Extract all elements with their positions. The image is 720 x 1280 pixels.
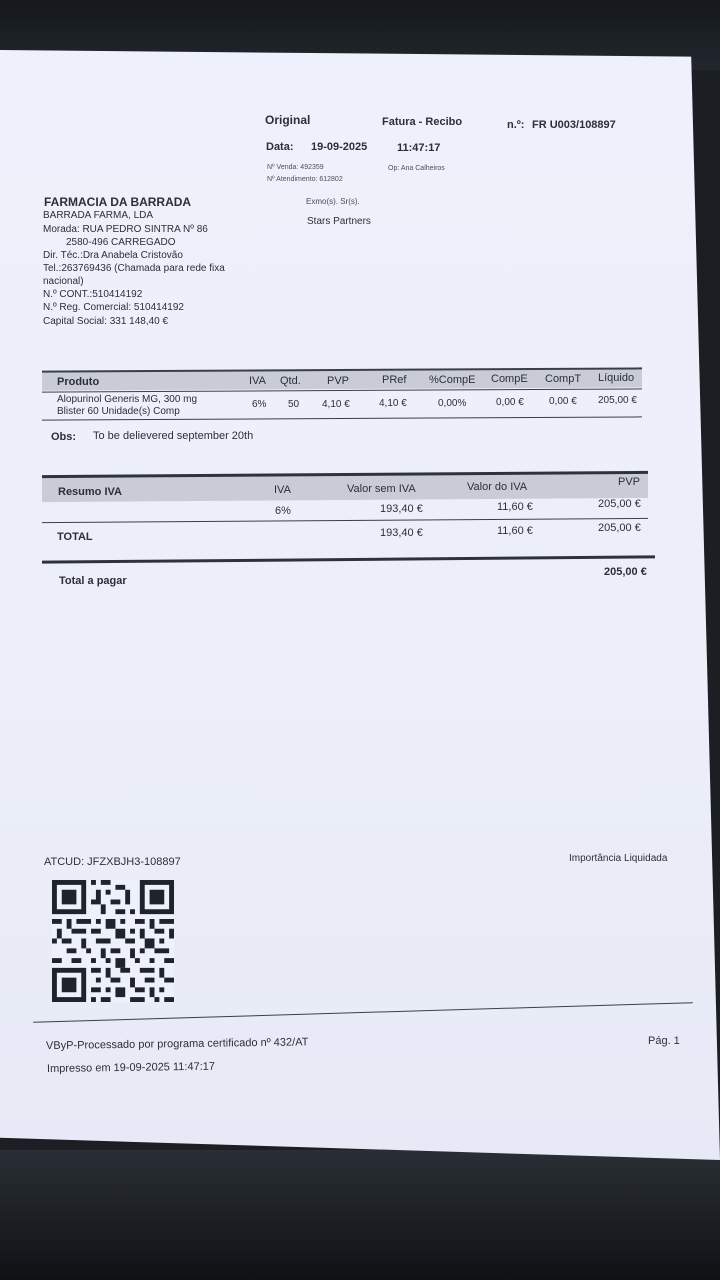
vat-total-net: 193,40 € <box>380 527 423 539</box>
col-header-pct-compe: %CompE <box>429 374 476 386</box>
service-number: Nº Atendimento: 612802 <box>267 176 343 183</box>
document-type: Fatura - Recibo <box>382 116 463 128</box>
commercial-registry: N.º Reg. Comercial: 510414192 <box>43 302 184 313</box>
vat-row-iva: 6% <box>275 505 291 517</box>
product-name-line-2: Blister 60 Unidade(s) Comp <box>57 406 180 417</box>
product-liquido: 205,00 € <box>598 395 637 406</box>
date-label: Data: <box>266 141 294 153</box>
product-qty: 50 <box>288 399 300 410</box>
product-name-line-1: Alopurinol Generis MG, 300 mg <box>57 394 198 405</box>
vat-row-pvp: 205,00 € <box>598 498 641 510</box>
col-header-liquido: Líquido <box>598 372 635 384</box>
col-header-compe: CompE <box>491 373 528 385</box>
vat-col-header-vat: Valor do IVA <box>467 481 528 493</box>
obs-text: To be delievered september 20th <box>93 430 254 442</box>
certified-program: VByP-Processado por programa certificado nº 432/AT <box>45 1036 309 1052</box>
vat-total-pvp: 205,00 € <box>598 522 641 534</box>
vat-total-vat: 11,60 € <box>497 525 533 537</box>
col-header-pvp: PVP <box>327 375 350 387</box>
document-number: FR U003/108897 <box>532 119 616 131</box>
customer-name: Stars Partners <box>307 216 371 227</box>
product-pref: 4,10 € <box>379 398 407 409</box>
sale-number: Nº Venda: 492359 <box>267 164 324 171</box>
vat-col-header-net: Valor sem IVA <box>347 483 416 495</box>
product-compt: 0,00 € <box>549 396 577 407</box>
address-line-2: 2580-496 CARREGADO <box>66 237 176 248</box>
company-name: BARRADA FARMA, LDA <box>43 210 154 221</box>
qr-code <box>52 880 174 1002</box>
vat-col-header-pvp: PVP <box>618 476 641 488</box>
col-header-compt: CompT <box>545 373 582 385</box>
vat-col-header-iva: IVA <box>274 484 291 496</box>
col-header-product: Produto <box>57 376 100 388</box>
obs-label: Obs: <box>51 431 77 443</box>
product-iva: 6% <box>252 399 267 410</box>
col-header-qty: Qtd. <box>280 375 301 387</box>
original-label: Original <box>265 113 311 127</box>
contributor-number: N.º CONT.:510414192 <box>43 289 143 300</box>
invoice-date: 19-09-2025 <box>311 141 368 153</box>
product-compe: 0,00 € <box>496 397 524 408</box>
pharmacy-name: FARMACIA DA BARRADA <box>44 195 192 209</box>
col-header-iva: IVA <box>249 375 266 387</box>
share-capital: Capital Social: 331 148,40 € <box>43 316 169 327</box>
phone-line-1: Tel.:263769436 (Chamada para rede fixa <box>43 263 225 274</box>
document-number-label: n.º: <box>507 119 525 131</box>
amount-settled-label: Importância Liquidada <box>569 853 668 864</box>
phone-line-2: nacional) <box>43 276 84 287</box>
vat-total-label: TOTAL <box>57 531 93 543</box>
address-line-1: Morada: RUA PEDRO SINTRA Nº 86 <box>43 224 208 235</box>
printed-timestamp: Impresso em 19-09-2025 11:47:17 <box>46 1060 216 1075</box>
col-header-pref: PRef <box>382 374 407 386</box>
customer-salutation: Exmo(s). Sr(s). <box>306 197 360 206</box>
page-number: Pág. 1 <box>648 1035 680 1047</box>
total-to-pay-label: Total a pagar <box>59 575 127 587</box>
vat-row-net: 193,40 € <box>380 503 423 515</box>
operator: Op: Ana Calheiros <box>388 165 445 172</box>
vat-row-vat: 11,60 € <box>497 501 533 513</box>
technical-director: Dir. Téc.:Dra Anabela Cristovão <box>43 250 183 261</box>
atcud-code: ATCUD: JFZXBJH3-108897 <box>44 856 181 868</box>
vat-col-header-summary: Resumo IVA <box>58 486 122 498</box>
invoice-time: 11:47:17 <box>397 142 441 154</box>
product-pct-compe: 0,00% <box>438 398 467 409</box>
product-pvp: 4,10 € <box>322 399 350 410</box>
total-to-pay-amount: 205,00 € <box>604 566 647 578</box>
background-bottom <box>0 1150 720 1280</box>
